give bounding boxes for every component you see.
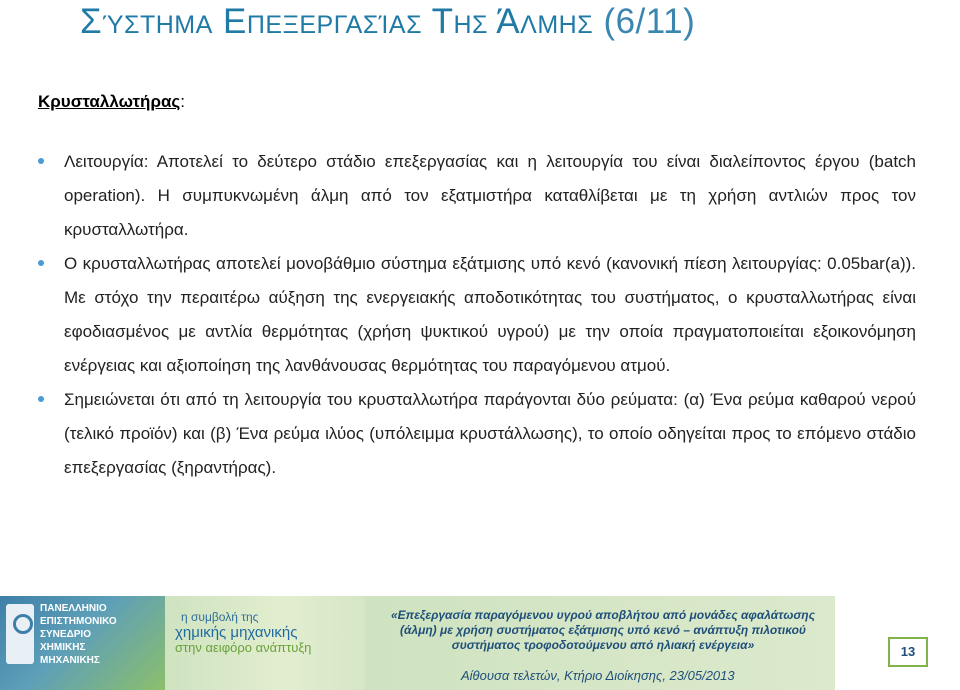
conference-logo — [0, 596, 165, 690]
bullet-text: Σημειώνεται ότι από τη λειτουργία του κρυσταλλωτήρα παράγονται δύο ρεύματα: (α) Ένα ρεύμα καθαρού νερού (τελικό προϊόν) και (β) Ένα ρεύμα ιλύος (υπόλειμμα κρυστάλλωσης), το οποίο οδηγείται προς το επόμενο στάδιο επεξεργασίας (ξηραντήρας). — [64, 390, 916, 477]
bullet-item — [38, 247, 916, 383]
bullet-item — [38, 383, 916, 485]
conference-slogan-panel — [165, 596, 365, 690]
slide-title — [80, 2, 695, 42]
talk-info-panel — [365, 596, 835, 690]
logo-line: ΠΑΝΕΛΛΗΝΙΟ — [40, 603, 107, 614]
conference-logo-text — [40, 602, 117, 667]
conference-slogan — [175, 610, 311, 655]
logo-line: ΧΗΜΙΚΗΣ — [40, 642, 86, 653]
logo-line: ΕΠΙΣΤΗΜΟΝΙΚΟ — [40, 616, 117, 627]
slogan-line: η συμβολή της — [181, 610, 259, 624]
talk-title: «Επεξεργασία παραγόμενου υγρού αποβλήτου από μονάδες αφαλάτωσης (άλμη) με χρήση συστήματος εξάτμισης υπό κενό – ανάπτυξη πιλοτικού συστήματος τροφοδοτούμενου από ηλιακή ενέργεια» — [390, 608, 816, 652]
bullet-dot-icon — [38, 158, 44, 164]
slogan-line: στην αειφόρο ανάπτυξη — [175, 640, 312, 655]
bullet-dot-icon — [38, 396, 44, 402]
section-heading-label: Κρυσταλλωτήρας — [38, 92, 181, 111]
slide-counter: (6/11) — [603, 2, 696, 41]
bullet-list — [38, 145, 916, 485]
talk-venue: Αίθουσα τελετών, Κτήριο Διοίκησης, 23/05/2013 — [461, 668, 735, 683]
footer-banner — [0, 592, 960, 690]
section-heading — [38, 92, 185, 112]
logo-line: ΜΗΧΑΝΙΚΗΣ — [40, 655, 100, 666]
slogan-line: χημικής μηχανικής — [175, 624, 298, 641]
bullet-dot-icon — [38, 260, 44, 266]
page-number: 13 — [888, 637, 928, 667]
logo-line: ΣΥΝΕΔΡΙΟ — [40, 629, 91, 640]
bullet-text: Λειτουργία: Αποτελεί το δεύτερο στάδιο επεξεργασίας και η λειτουργία του είναι διαλείποντος έργου (batch operation). Η συμπυκνωμένη άλμη από τον εξατμιστήρα καταθλίβεται με τη χρήση αντλιών προς τον κρυσταλλωτήρα. — [64, 152, 916, 239]
conference-logo-icon — [6, 604, 34, 664]
bullet-item — [38, 145, 916, 247]
section-heading-colon: : — [180, 92, 185, 111]
bullet-text: Ο κρυσταλλωτήρας αποτελεί μονοβάθμιο σύστημα εξάτμισης υπό κενό (κανονική πίεση λειτουργίας: 0.05bar(a)). Με στόχο την περαιτέρω αύξηση της ενεργειακής αποδοτικότητας του συστήματος, ο κρυσταλλωτήρας είναι εφοδιασμένος με αντλία θερμότητας (χρήση ψυκτικού υγρού) με την οποία πραγματοποιείται εξοικονόμηση ενέργειας και αξιοποίηση της λανθάνουσας θερμότητας του παραγόμενου ατμού. — [64, 254, 916, 375]
title-text: Σύστημα Επεξεργασίας Της Άλμης — [80, 2, 594, 41]
